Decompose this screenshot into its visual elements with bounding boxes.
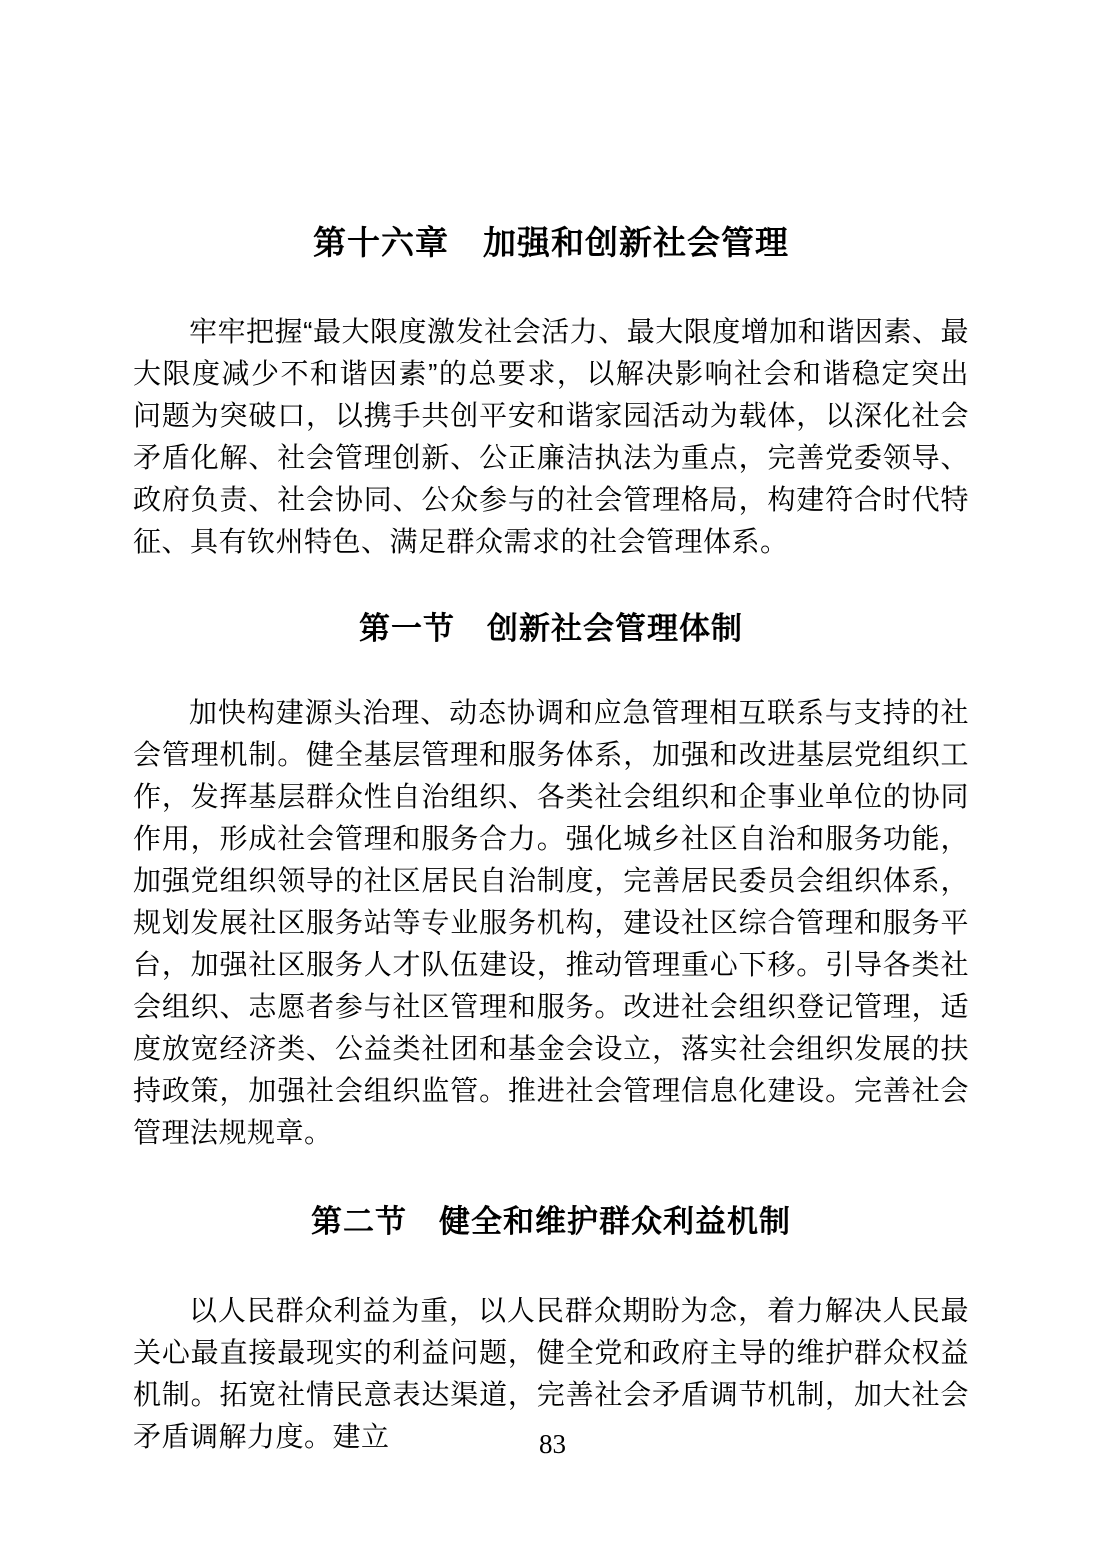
section-2-paragraph: 以人民群众利益为重，以人民群众期盼为念，着力解决人民最关心最直接最现实的利益问题，健全党和政府主导的维护群众权益机制。拓宽社情民意表达渠道，完善社会矛盾调节机制，加大社会矛盾调解力度。建立 [133,1295,969,1452]
chapter-title: 第十六章 加强和创新社会管理 [313,224,789,261]
section-1-heading: 第一节 创新社会管理体制 [359,611,743,646]
chapter-intro-paragraph: 牢牢把握“最大限度激发社会活力、最大限度增加和谐因素、最大限度减少不和谐因素”的总要求，以解决影响社会和谐稳定突出问题为突破口，以携手共创平安和谐家园活动为载体，以深化社会矛盾化解、社会管理创新、公正廉洁执法为重点，完善党委领导、政府负责、社会协同、公众参与的社会管理格局，构建符合时代特征、具有钦州特色、满足群众需求的社会管理体系。 [133,316,969,557]
section-2-heading: 第二节 健全和维护群众利益机制 [311,1204,791,1239]
section-1-paragraph: 加快构建源头治理、动态协调和应急管理相互联系与支持的社会管理机制。健全基层管理和服务体系，加强和改进基层党组织工作，发挥基层群众性自治组织、各类社会组织和企事业单位的协同作用，形成社会管理和服务合力。强化城乡社区自治和服务功能，加强党组织领导的社区居民自治制度，完善居民委员会组织体系，规划发展社区服务站等专业服务机构，建设社区综合管理和服务平台，加强社区服务人才队伍建设，推动管理重心下移。引导各类社会组织、志愿者参与社区管理和服务。改进社会组织登记管理，适度放宽经济类、公益类社团和基金会设立，落实社会组织发展的扶持政策，加强社会组织监管。推进社会管理信息化建设。完善社会管理法规规章。 [133,697,969,1148]
page-number: 83 [539,1429,566,1459]
